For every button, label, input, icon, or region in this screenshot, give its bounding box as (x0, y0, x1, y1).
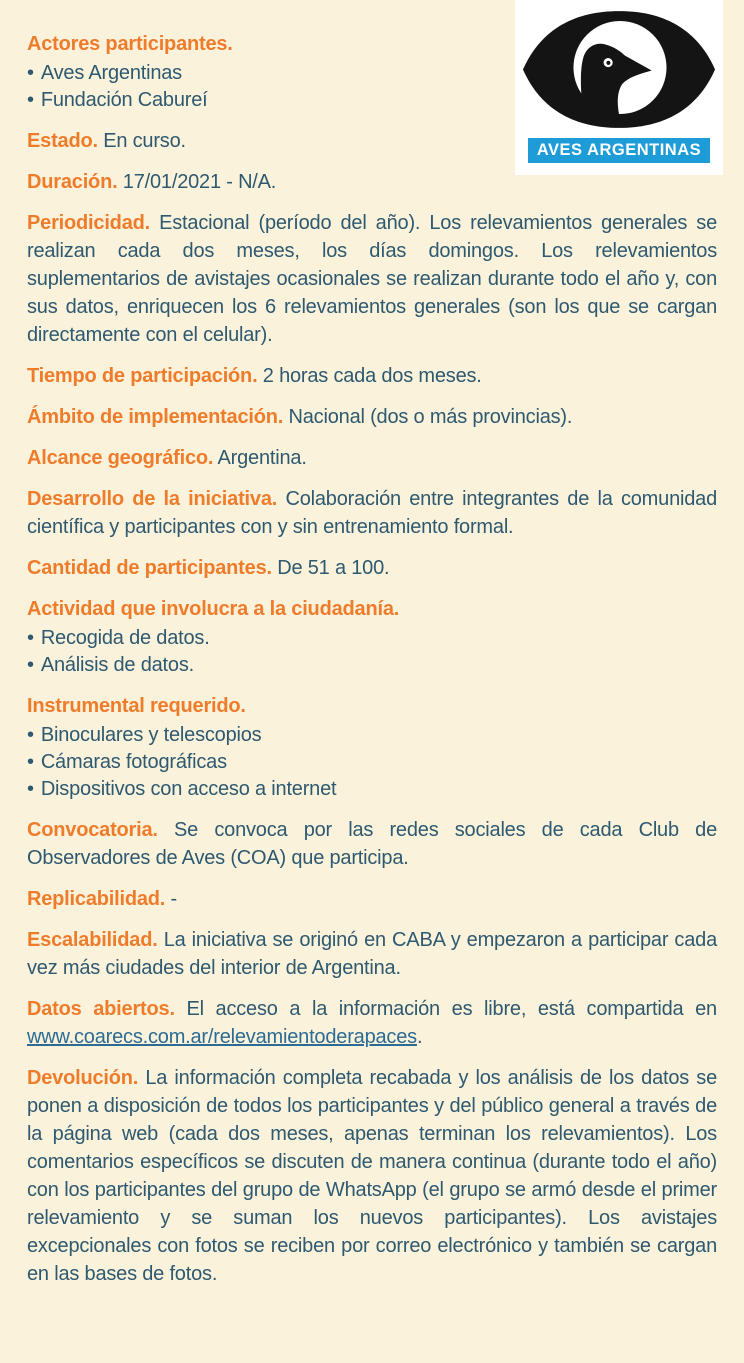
sections (27, 30, 717, 1288)
section-text: Se convoca por las redes sociales de cada Club de Observadores de Aves (COA) que participa. (27, 819, 718, 869)
bullet-text: Recogida de datos. (40, 627, 210, 649)
section-datos-abiertos (27, 995, 717, 1051)
bullet-text: Cámaras fotográficas (40, 751, 227, 773)
section-label: Desarrollo de la iniciativa. (27, 488, 278, 510)
section-alcance-geografico (27, 444, 717, 472)
section-escalabilidad (27, 926, 717, 982)
section-label: Estado. (27, 130, 98, 152)
section-label: Replicabilidad. (27, 888, 166, 910)
bullet-marker-icon: • (27, 751, 34, 773)
section-text: 2 horas cada dos meses. (262, 365, 482, 387)
section-text: La información completa recabada y los análisis de los datos se ponen a disposición de todos los participantes y del público general a través de la página web (cada dos meses, apenas terminan los relevamientos). Los comentarios específicos se discuten de manera continua (durante todo el año) con los participantes del grupo de WhatsApp (el grupo se armó desde el primer relevamiento y se suman los nuevos participantes). Los avistajes excepcionales con fotos se reciben por correo electrónico y también se cargan en las bases de fotos. (27, 1067, 717, 1285)
section-label: Tiempo de participación. (27, 365, 258, 387)
bullet-item (27, 652, 717, 679)
section-label: Escalabilidad. (27, 929, 158, 951)
section-tiempo-de-participacion (27, 362, 717, 390)
section-label: Cantidad de participantes. (27, 557, 272, 579)
section-text: El acceso a la información es libre, está compartida en (186, 998, 717, 1020)
bullet-item (27, 722, 717, 749)
section-periodicidad (27, 209, 717, 349)
section-text: Nacional (dos o más provincias). (288, 406, 573, 428)
section-ambito-de-implementacion (27, 403, 717, 431)
section-text: Estacional (período del año). Los relevamientos generales se realizan cada dos meses, los días domingos. Los relevamientos suplementarios de avistajes ocasionales se realizan durante todo el año y, con sus datos, enriquecen los 6 relevamientos generales (son los que se cargan directamente con el celular). (27, 212, 717, 346)
section-label: Actores participantes. (27, 33, 233, 55)
bullet-marker-icon: • (27, 778, 34, 800)
bird-eye-icon (520, 5, 718, 135)
section-text: De 51 a 100. (277, 557, 390, 579)
bullet-item (27, 625, 717, 652)
section-label: Alcance geográfico. (27, 447, 214, 469)
section-label: Devolución. (27, 1067, 139, 1089)
bullet-marker-icon: • (27, 62, 34, 84)
section-replicabilidad (27, 885, 717, 913)
bullet-item (27, 776, 717, 803)
aves-argentinas-logo (515, 0, 723, 175)
bullet-text: Análisis de datos. (40, 654, 194, 676)
section-desarrollo-de-la-iniciativa (27, 485, 717, 541)
section-actividad-que-involucra-a-la-ciudadania (27, 595, 717, 623)
bullet-marker-icon: • (27, 724, 34, 746)
datos-abiertos-link[interactable]: www.coarecs.com.ar/relevamientoderapaces (27, 1026, 417, 1048)
section-text: . (416, 1026, 423, 1048)
bullet-marker-icon: • (27, 627, 34, 649)
bullet-marker-icon: • (27, 89, 34, 111)
section-label: Duración. (27, 171, 118, 193)
bullet-text: Aves Argentinas (40, 62, 182, 84)
section-instrumental-requerido (27, 692, 717, 720)
section-text: - (170, 888, 177, 910)
section-actividad-que-involucra-a-la-ciudadania-bullets (27, 625, 717, 679)
section-label: Convocatoria. (27, 819, 158, 841)
bullet-marker-icon: • (27, 654, 34, 676)
section-label: Datos abiertos. (27, 998, 175, 1020)
logo-banner: AVES ARGENTINAS (528, 138, 710, 163)
section-devolucion (27, 1064, 717, 1288)
section-text: Colaboración entre integrantes de la comunidad científica y participantes con y sin entrenamiento formal. (27, 488, 718, 538)
section-text: Argentina. (217, 447, 307, 469)
bullet-text: Fundación Cabureí (40, 89, 208, 111)
section-cantidad-de-participantes (27, 554, 717, 582)
section-label: Instrumental requerido. (27, 695, 246, 717)
bullet-text: Dispositivos con acceso a internet (40, 778, 337, 800)
section-instrumental-requerido-bullets (27, 722, 717, 803)
section-text: En curso. (103, 130, 186, 152)
section-label: Ámbito de implementación. (27, 406, 284, 428)
section-label: Actividad que involucra a la ciudadanía. (27, 598, 400, 620)
bullet-text: Binoculares y telescopios (40, 724, 262, 746)
section-text: La iniciativa se originó en CABA y empezaron a participar cada vez más ciudades del interior de Argentina. (27, 929, 718, 979)
section-text: 17/01/2021 - N/A. (122, 171, 277, 193)
section-convocatoria (27, 816, 717, 872)
bullet-item (27, 749, 717, 776)
section-label: Periodicidad. (27, 212, 150, 234)
